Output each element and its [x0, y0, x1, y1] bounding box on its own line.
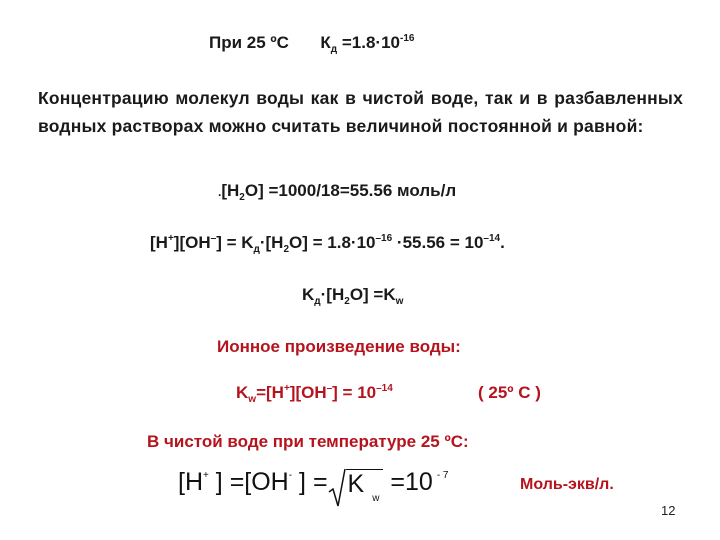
ff-k: K — [347, 470, 365, 498]
pe-exp2: –14 — [483, 233, 501, 244]
ion-product-title: Ионное произведение воды: — [217, 337, 461, 356]
sqrt-icon — [328, 468, 346, 508]
header-value: =1.8·10 — [341, 33, 400, 52]
ie-h-sup: + — [283, 383, 290, 394]
water-sub: 2 — [239, 192, 245, 203]
ff-h-sup: + — [203, 470, 209, 481]
header-line — [209, 33, 414, 53]
ff-eq3: =10 — [383, 468, 433, 496]
kw-w-sub: w — [395, 296, 404, 307]
pe-h-sup: + — [167, 233, 174, 244]
ie-a: =[H — [256, 383, 284, 402]
kw-mid: ·[H — [320, 285, 345, 304]
ff-exp: - 7 — [436, 470, 449, 481]
water-left: [H — [221, 181, 240, 200]
units-label: Моль-экв/л. — [520, 476, 614, 493]
ff-h-open: [H — [178, 468, 203, 496]
header-kd: К — [320, 33, 331, 52]
header-exp: -16 — [400, 33, 415, 44]
ion-temperature: ( 25º С ) — [478, 383, 541, 402]
kw-k: K — [302, 285, 315, 304]
pe-eq: ] = K — [216, 233, 254, 252]
pure-water-heading: В чистой воде при температуре 25 ºС: — [147, 432, 469, 451]
pe-kd-sub: д — [253, 244, 260, 255]
pe-oh: ][OH — [173, 233, 211, 252]
water-dot: . — [218, 185, 222, 199]
ff-oh-sup: - — [288, 470, 293, 481]
kw-h2o-sub: 2 — [344, 296, 350, 307]
ie-k: K — [236, 383, 249, 402]
pe-h2o-sub: 2 — [283, 244, 290, 255]
final-formula — [178, 468, 449, 508]
pe-h: [H — [150, 233, 168, 252]
pe-rest: O] = 1.8·10 — [289, 233, 376, 252]
water-right: O] =1000/18=55.56 моль/л — [244, 181, 457, 200]
product-equation — [150, 233, 505, 253]
ie-c: ] = 10 — [332, 383, 377, 402]
sqrt-expression — [328, 468, 384, 508]
sqrt-radicand — [346, 469, 384, 504]
kw-k-sub: д — [314, 296, 321, 307]
pe-mid: ·[H — [259, 233, 284, 252]
ff-w-sub: w — [372, 493, 380, 504]
pe-end: . — [500, 233, 505, 252]
header-kd-sub: д — [330, 44, 338, 55]
kw-rest: O] =K — [349, 285, 396, 304]
pe-exp1: –16 — [375, 233, 393, 244]
pe-oh-sup: – — [210, 233, 217, 244]
ff-eq2: = — [306, 468, 328, 496]
page-number: 12 — [661, 503, 676, 518]
ion-product-equation — [236, 383, 393, 403]
intro-paragraph: Концентрацию молекул воды как в чистой воде, так и в разбавленных водных растворах можно считать величиной постоянной и равной: — [38, 88, 683, 136]
ie-exp: –14 — [376, 383, 393, 394]
ie-oh-sup: – — [326, 383, 333, 394]
kw-definition — [302, 285, 403, 305]
header-temp: При 25 ºС — [209, 33, 289, 52]
pe-rest2: ·55.56 = 10 — [392, 233, 484, 252]
ff-oh-close: ] — [292, 468, 306, 496]
water-concentration — [218, 181, 456, 201]
ff-eq1: =[OH — [222, 468, 289, 496]
ie-b: ][OH — [289, 383, 327, 402]
ff-h-close: ] — [208, 468, 223, 496]
ie-w-sub: w — [248, 394, 257, 405]
